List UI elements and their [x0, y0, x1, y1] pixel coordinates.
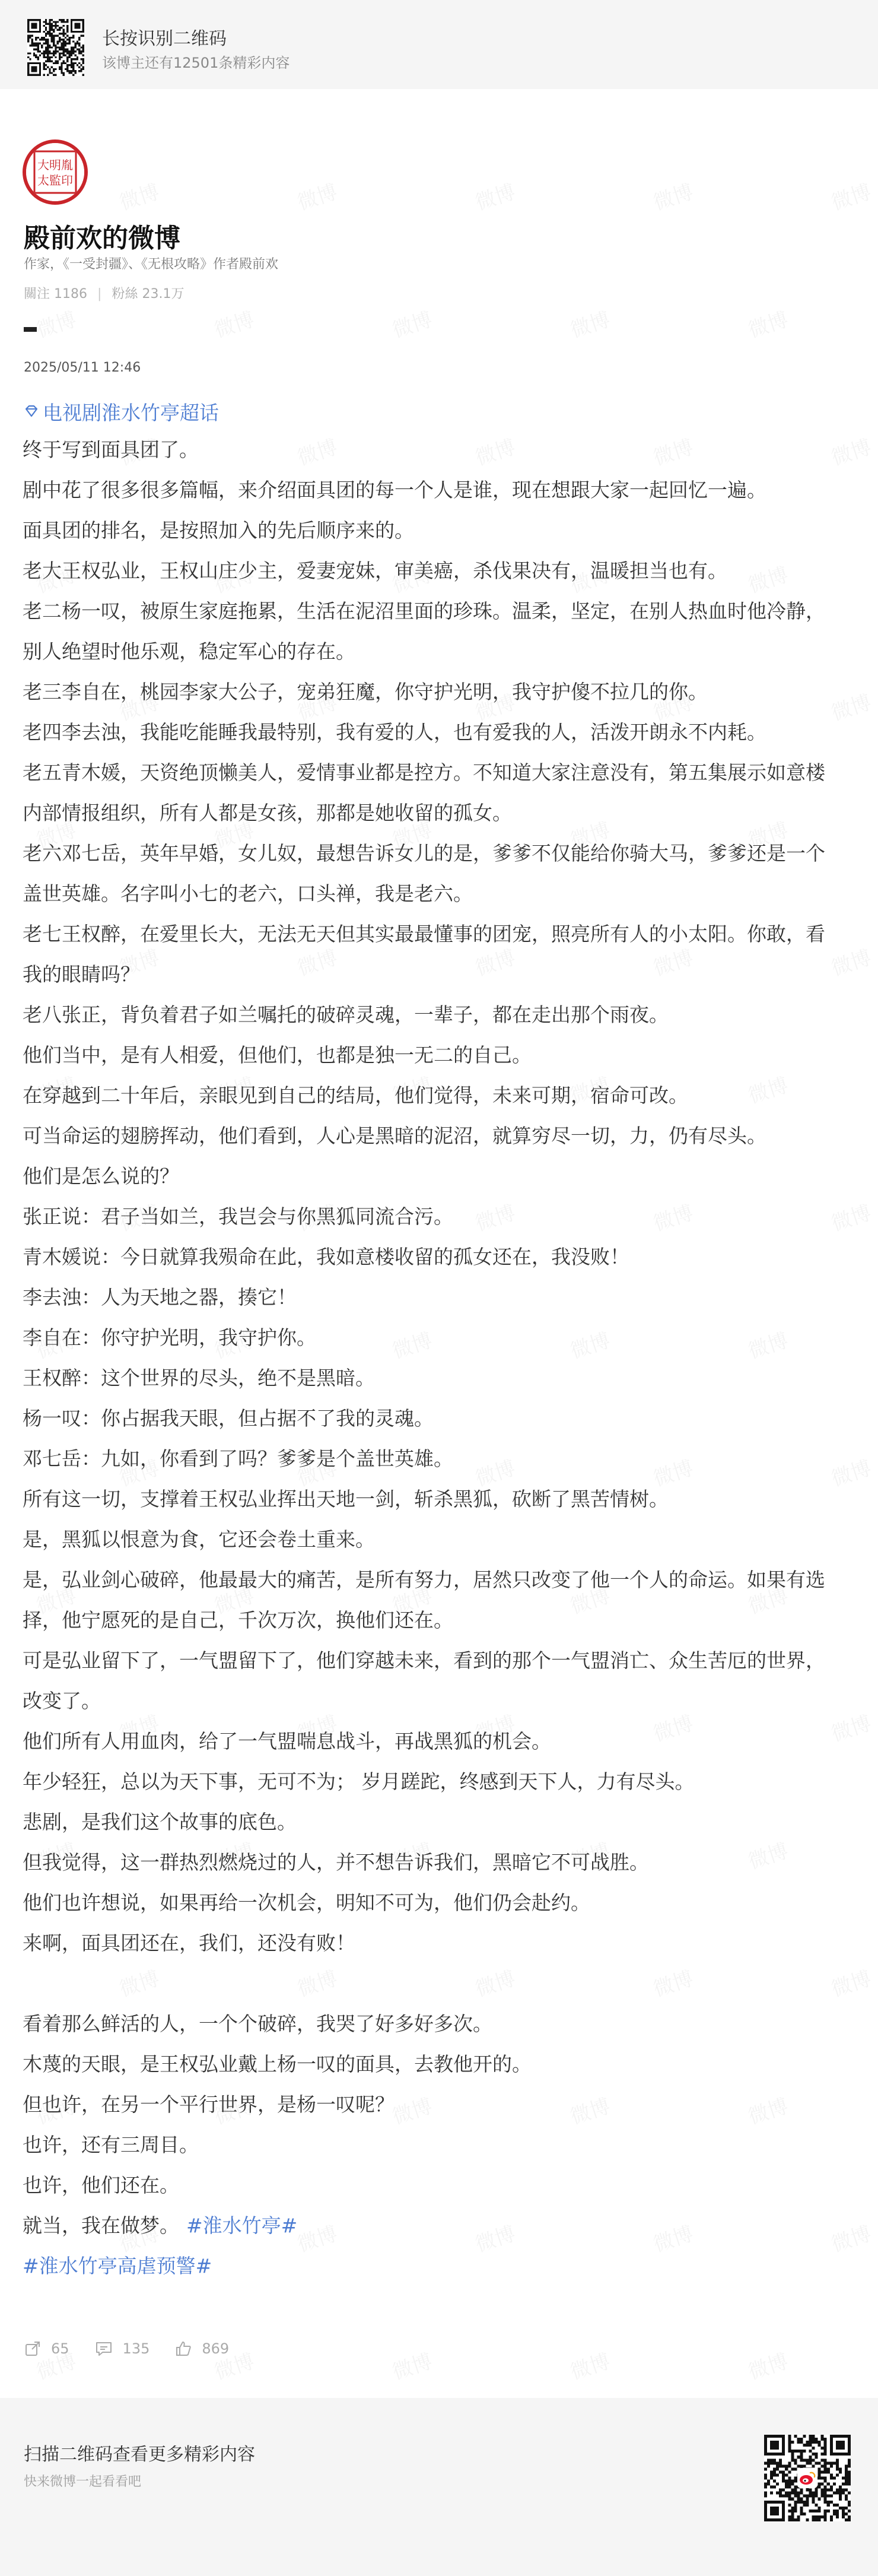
- post-line: 李自在：你守护光明，我守护你。: [23, 1326, 316, 1349]
- post-line: 老七王权醉，在爱里长大，无法无天但其实最最懂事的团宠，照亮所有人的小太阳。你敢，看: [23, 922, 825, 946]
- qr-banner-bottom: [0, 2398, 878, 2576]
- post-line: 木蔑的天眼，是王权弘业戴上杨一叹的面具，去教他开的。: [23, 2052, 532, 2076]
- post-last-line: [23, 2206, 855, 2246]
- post-line: 但也许，在另一个平行世界，是杨一叹呢？: [23, 2093, 395, 2116]
- post-line: 杨一叹：你占据我天眼，但占据不了我的灵魂。: [23, 1407, 434, 1430]
- post-line: 是，黑狐以恨意为食，它还会卷土重来。: [23, 1528, 375, 1551]
- post-line: 年少轻狂，总以为天下事，无可不为； 岁月蹉跎，终感到天下人，力有尽头。: [23, 1770, 695, 1793]
- post-line: 所有这一切，支撑着王权弘业挥出天地一剑，斩杀黑狐，砍断了黑苦情树。: [23, 1487, 669, 1511]
- post-line: 他们也许想说，如果再给一次机会，明知不可为，他们仍会赴约。: [23, 1891, 590, 1914]
- watermark-text: [388, 2345, 435, 2385]
- diamond-icon: [23, 402, 40, 420]
- following-label: 關注: [24, 287, 50, 302]
- post-line: 是，弘业剑心破碎，他最最大的痛苦，是所有努力，居然只改变了他一个人的命运。如果有选: [23, 1568, 825, 1591]
- watermark-text: [827, 176, 874, 216]
- post-line: 内部情报组织，所有人都是女孩，那都是她收留的孤女。: [23, 801, 512, 824]
- post-line: 在穿越到二十年后，亲眼见到自己的结局，他们觉得，未来可期，宿命可改。: [23, 1084, 688, 1107]
- svg-text:大明胤: 大明胤: [37, 158, 73, 172]
- post-line-text: 就当，我在做梦。: [23, 2214, 179, 2237]
- avatar[interactable]: [23, 139, 88, 205]
- repost-button[interactable]: [24, 2340, 69, 2358]
- post-line: 青木媛说：今日就算我殒命在此，我如意楼收留的孤女还在，我没败！: [23, 1245, 629, 1268]
- watermark-text: [388, 303, 435, 344]
- post-line: 老大王权弘业，王权山庄少主，爱妻宠妹，审美癌，杀伐果决有，温暖担当也有。: [23, 559, 727, 582]
- watermark-text: [115, 176, 163, 216]
- post-line: 面具团的排名，是按照加入的先后顺序来的。: [23, 519, 414, 542]
- post-body: [23, 393, 855, 2286]
- comment-icon: [94, 2340, 113, 2358]
- post-line: 邓七岳：九如，你看到了吗？爹爹是个盖世英雄。: [23, 1447, 453, 1470]
- qr-code-icon[interactable]: [27, 19, 84, 76]
- footer-subtitle: 快来微博一起看看吧: [24, 2475, 142, 2489]
- post-line: 终于写到面具团了。: [23, 438, 199, 461]
- post-line: 可是弘业留下了，一气盟留下了，他们穿越未来，看到的那个一气盟消亡、众生苦厄的世界，: [23, 1649, 825, 1672]
- repost-count: 65: [51, 2340, 69, 2357]
- post-line: 看着那么鲜活的人，一个个破碎，我哭了好多好多次。: [23, 2012, 492, 2035]
- post-line: 改变了。: [23, 1689, 101, 1712]
- seal-avatar-icon: [26, 143, 84, 201]
- watermark-text: [210, 303, 257, 344]
- svg-text:太監印: 太監印: [37, 173, 73, 188]
- footer-qr[interactable]: [764, 2435, 851, 2521]
- post-line: 老三李自在，桃园李家大公子，宠弟狂魔，你守护光明，我守护傻不拉几的你。: [23, 680, 708, 703]
- hashtag-link[interactable]: #淮水竹亭高虐预警#: [23, 2254, 212, 2277]
- post-line: 老六邓七岳，英年早婚，女儿奴，最想告诉女儿的是，爹爹不仅能给你骑大马，爹爹还是一个: [23, 842, 825, 865]
- post-hashtag-line: [23, 2246, 855, 2286]
- like-button[interactable]: [174, 2340, 229, 2358]
- watermark-text: [566, 2345, 613, 2385]
- post-line: 王权醉：这个世界的尽头，绝不是黑暗。: [23, 1366, 375, 1389]
- post-line: 老五青木媛，天资绝顶懒美人，爱情事业都是控方。不知道大家注意没有，第五集展示如意楼: [23, 761, 825, 784]
- post-line: 李去浊：人为天地之器，揍它！: [23, 1286, 297, 1309]
- post-line: 也许，他们还在。: [23, 2174, 179, 2197]
- followers-count: 23.1万: [142, 287, 184, 302]
- post-date: 2025/05/11 12:46: [24, 360, 141, 375]
- post-line: 悲剧，是我们这个故事的底色。: [23, 1810, 297, 1833]
- following-count: 1186: [54, 287, 88, 302]
- watermark-text: [744, 303, 791, 344]
- watermark-text: [649, 176, 696, 216]
- comment-count: 135: [122, 2340, 150, 2357]
- post-blank-line: [23, 1963, 855, 2004]
- post-line: 别人绝望时他乐观，稳定军心的存在。: [23, 640, 355, 663]
- post-line: 他们当中，是有人相爱，但他们，也都是独一无二的自己。: [23, 1043, 532, 1067]
- watermark-text: [32, 303, 79, 344]
- post-line: 老二杨一叹，被原生家庭拖累，生活在泥沼里面的珍珠。温柔，坚定，在别人热血时他冷静，: [23, 599, 825, 623]
- profile-description: 作家，《一受封疆》、《无根攻略》作者殿前欢: [24, 257, 279, 272]
- comment-button[interactable]: [94, 2340, 150, 2358]
- post-line: 他们所有人用血肉，给了一气盟喘息战斗，再战黑狐的机会。: [23, 1730, 551, 1753]
- post-line: 可当命运的翅膀挥动，他们看到，人心是黑暗的泥沼，就算穷尽一切，力，仍有尽头。: [23, 1124, 766, 1147]
- stat-divider: |: [97, 287, 102, 302]
- post-line: 也许，还有三周目。: [23, 2133, 199, 2156]
- watermark-text: [744, 2345, 791, 2385]
- like-count: 869: [202, 2340, 230, 2357]
- post-line: 老八张正，背负着君子如兰嘱托的破碎灵魂，一辈子，都在走出那个雨夜。: [23, 1003, 669, 1026]
- post-line: 他们是怎么说的？: [23, 1165, 179, 1188]
- post-text: [23, 430, 855, 2206]
- post-line: 剧中花了很多很多篇幅，来介绍面具团的每一个人是谁，现在想跟大家一起回忆一遍。: [23, 478, 766, 502]
- followers-label: 粉絲: [112, 287, 138, 302]
- post-line: 老四李去浊，我能吃能睡我最特别，我有爱的人，也有爱我的人，活泼开朗永不内耗。: [23, 721, 766, 744]
- watermark-text: [293, 176, 341, 216]
- post-line: 盖世英雄。名字叫小七的老六，口头禅，我是老六。: [23, 882, 473, 905]
- qr-banner-subtitle: 该博主还有12501条精彩内容: [102, 55, 290, 71]
- post-line: 择，他宁愿死的是自己，千次万次，换他们还在。: [23, 1609, 453, 1632]
- post-line: 我的眼睛吗？: [23, 963, 140, 986]
- footer-title: 扫描二维码查看更多精彩内容: [24, 2444, 255, 2465]
- post-line: 但我觉得，这一群热烈燃烧过的人，并不想告诉我们，黑暗它不可战胜。: [23, 1851, 649, 1874]
- post-line: 张正说：君子当如兰，我岂会与你黑狐同流合污。: [23, 1205, 453, 1228]
- section-dash: [24, 327, 37, 332]
- supertopic-link[interactable]: [23, 393, 855, 430]
- qr-banner-title: 长按识别二维码: [102, 28, 227, 49]
- profile-stats: [24, 284, 184, 302]
- repost-icon: [24, 2340, 42, 2358]
- watermark-text: [566, 303, 613, 344]
- supertopic-label: 电视剧淮水竹亭超话: [43, 401, 219, 424]
- hashtag-link[interactable]: #淮水竹亭#: [186, 2214, 298, 2237]
- weibo-logo-icon: [797, 2468, 817, 2488]
- action-bar: [24, 2340, 254, 2358]
- qr-banner-top: [0, 0, 878, 89]
- thumbs-up-icon: [174, 2340, 192, 2358]
- post-line: 来啊，面具团还在，我们，还没有败！: [23, 1931, 355, 1955]
- watermark-text: [471, 176, 518, 216]
- profile-name[interactable]: 殿前欢的微博: [24, 223, 180, 253]
